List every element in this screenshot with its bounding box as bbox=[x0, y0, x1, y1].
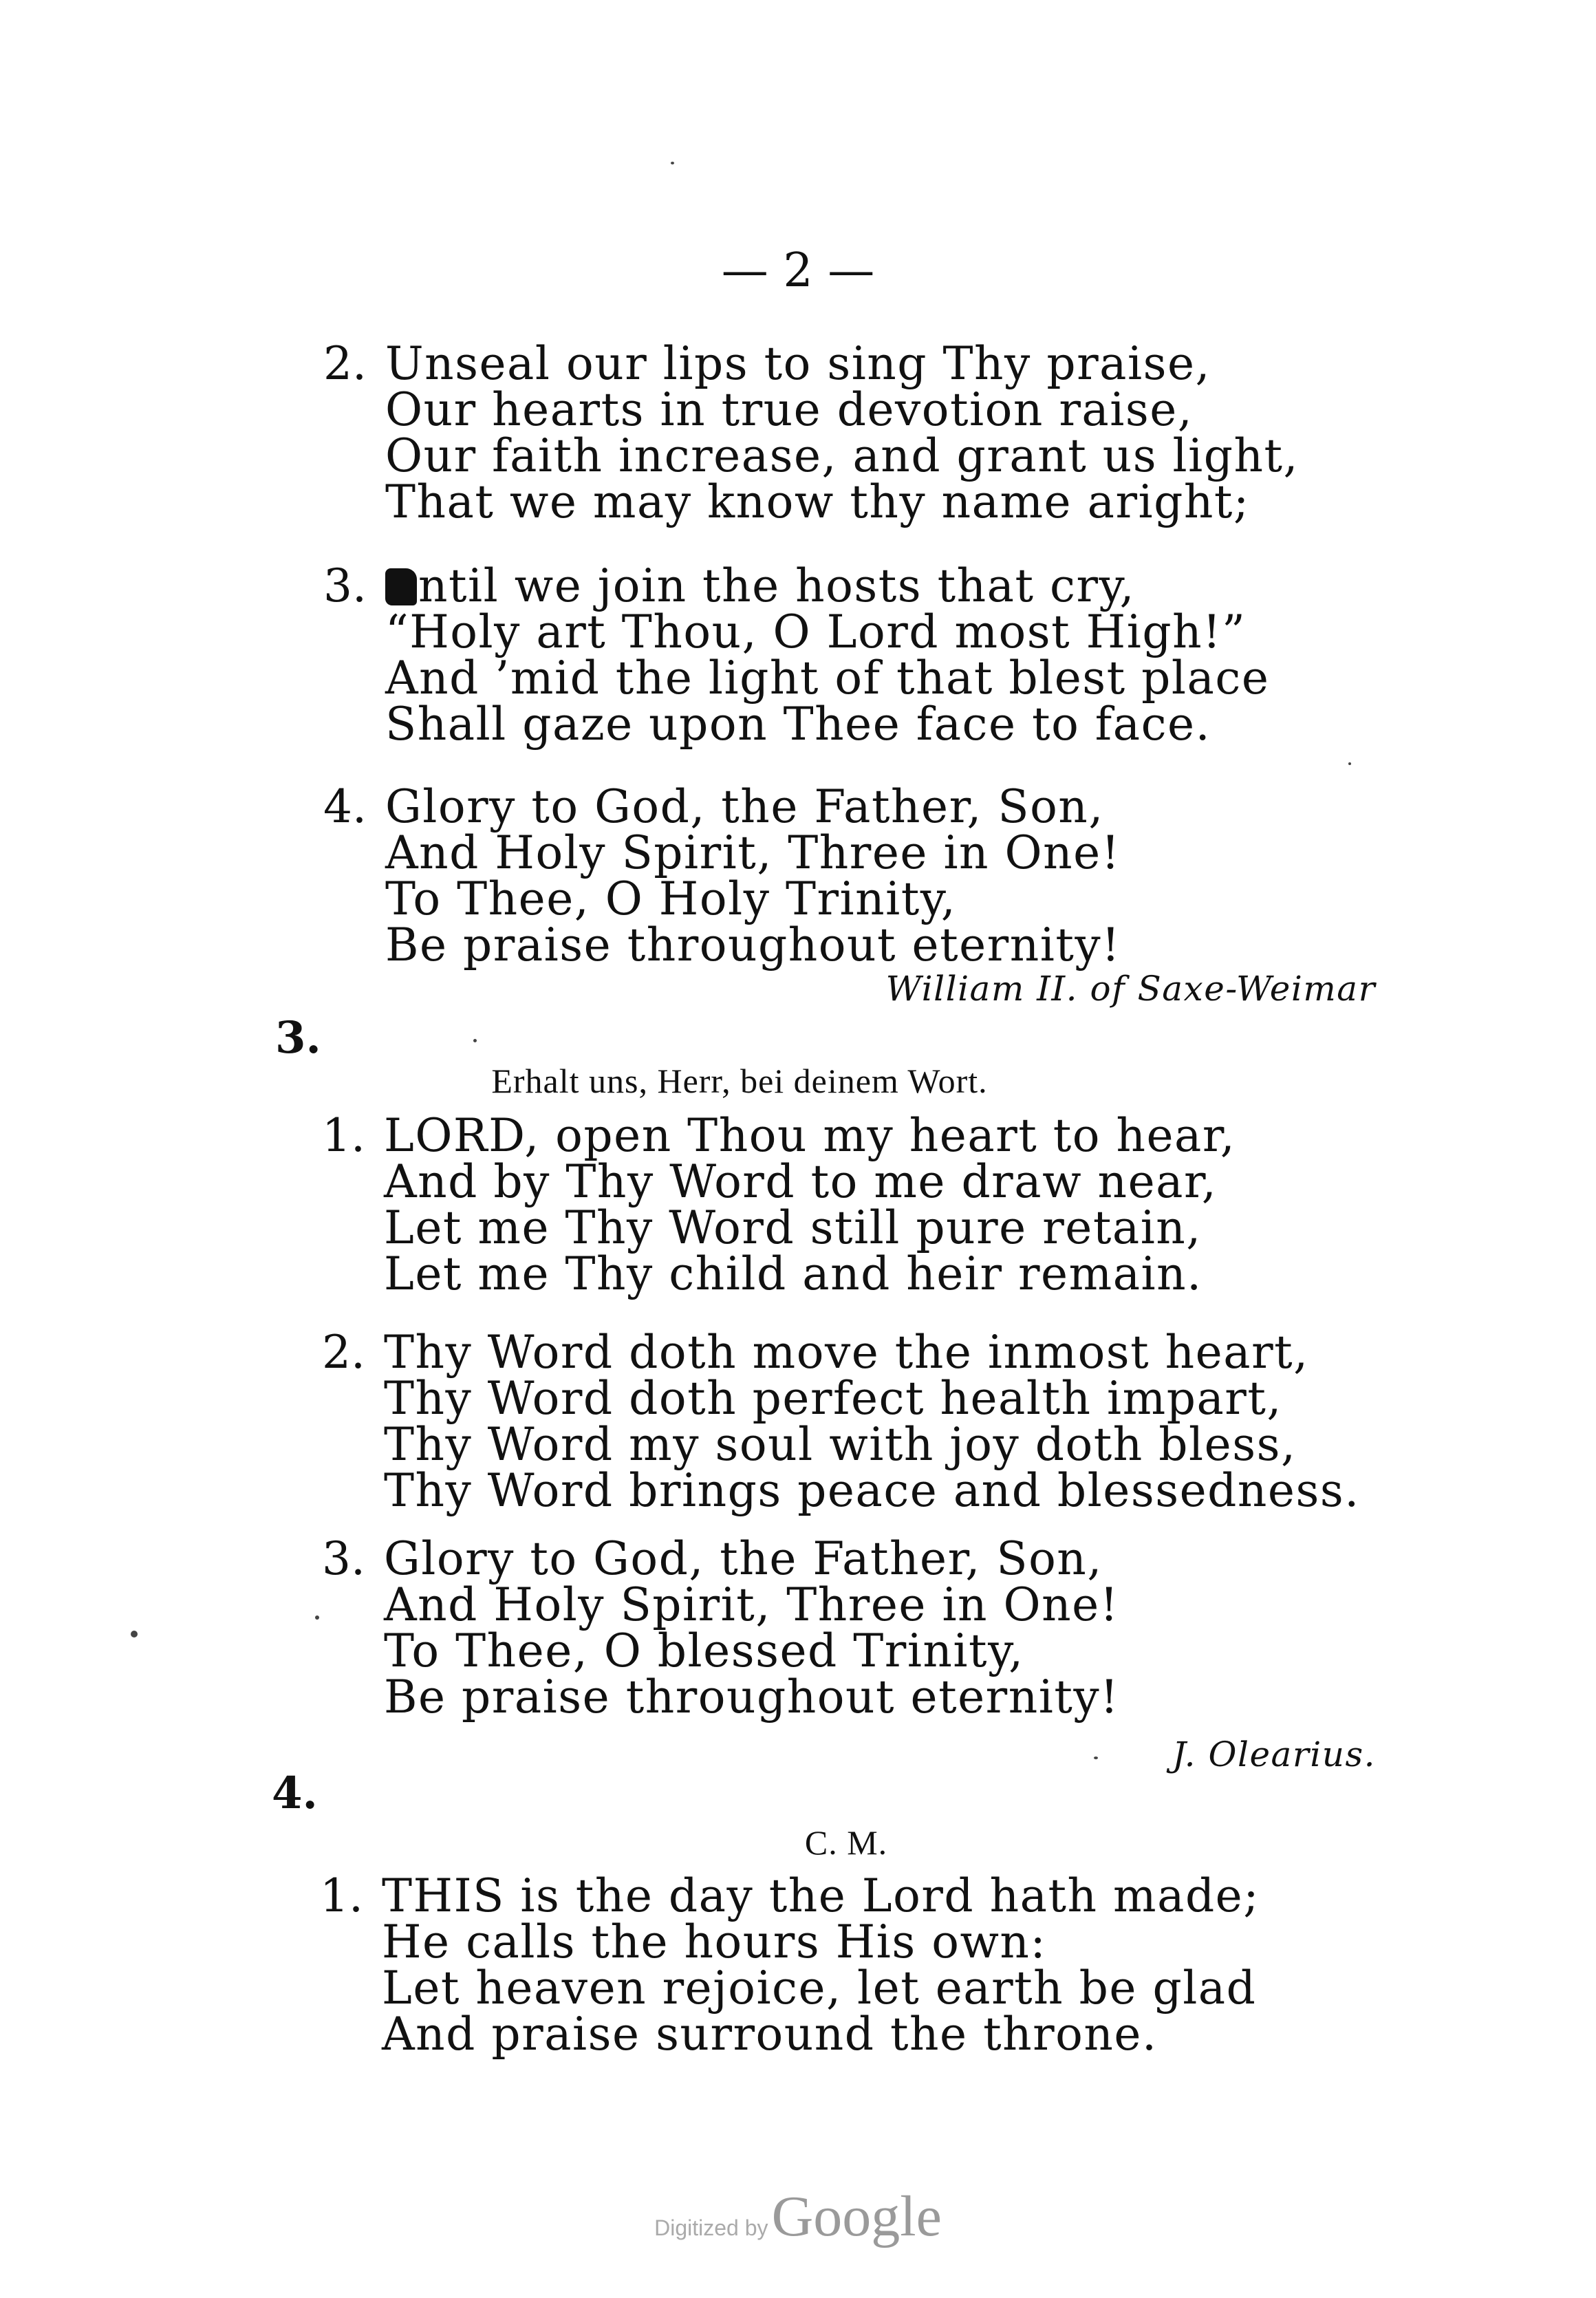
verse-number: 3. bbox=[323, 559, 367, 612]
scan-speck bbox=[1348, 762, 1351, 765]
verse-line: Our faith increase, and grant us light, bbox=[385, 429, 1300, 482]
verse-line: To Thee, O blessed Trinity, bbox=[384, 1624, 1024, 1677]
scan-speck bbox=[315, 1615, 319, 1620]
verse-line: Let heaven rejoice, let earth be glad bbox=[382, 1962, 1257, 2015]
google-logo: Google bbox=[771, 2184, 942, 2248]
verse-line: Thy Word my soul with joy doth bless, bbox=[384, 1418, 1297, 1471]
tune-name: Erhalt uns, Herr, bei deinem Wort. bbox=[491, 1062, 988, 1100]
scan-speck bbox=[131, 1631, 138, 1637]
verse-line: Let me Thy Word still pure retain, bbox=[384, 1201, 1202, 1254]
verse-line: To Thee, O Holy Trinity, bbox=[385, 872, 957, 925]
verse-number: 3. bbox=[322, 1532, 365, 1585]
verse-line: Thy Word brings peace and blessedness. bbox=[384, 1464, 1360, 1517]
verse-number: 4. bbox=[323, 780, 367, 833]
scan-speck bbox=[473, 1039, 477, 1042]
verse-line: Glory to God, the Father, Son, bbox=[385, 780, 1104, 833]
scan-speck bbox=[671, 162, 674, 164]
verse-line: And by Thy Word to me draw near, bbox=[384, 1155, 1218, 1208]
verse-number: 2. bbox=[322, 1326, 365, 1379]
verse-line: Unseal our lips to sing Thy praise, bbox=[385, 337, 1211, 390]
verse-line: “Holy art Thou, O Lord most High!” bbox=[385, 605, 1247, 658]
verse-line: He calls the hours His own: bbox=[382, 1915, 1047, 1968]
hymn-number: 4. bbox=[272, 1768, 318, 1819]
watermark-prefix: Digitized by bbox=[654, 2215, 768, 2240]
verse-number: 1. bbox=[320, 1869, 363, 1922]
verse-line: Glory to God, the Father, Son, bbox=[384, 1532, 1103, 1585]
digitized-watermark bbox=[0, 2184, 1596, 2248]
verse-line: Be praise throughout eternity! bbox=[385, 919, 1121, 971]
author-attribution: J. Olearius. bbox=[1172, 1735, 1376, 1774]
verse-number: 2. bbox=[323, 337, 367, 390]
ink-blot bbox=[385, 568, 417, 605]
verse-line: ntil we join the hosts that cry, bbox=[418, 559, 1135, 612]
verse-line: Shall gaze upon Thee face to face. bbox=[385, 698, 1211, 751]
author-attribution: William II. of Saxe-Weimar bbox=[885, 969, 1376, 1009]
scan-speck bbox=[1094, 1757, 1098, 1759]
verse-line: And Holy Spirit, Three in One! bbox=[384, 1578, 1119, 1631]
tune-name: C. M. bbox=[804, 1823, 888, 1862]
hymn-number: 3. bbox=[275, 1012, 321, 1064]
page-number: — 2 — bbox=[721, 244, 875, 298]
verse-line: Be praise throughout eternity! bbox=[384, 1671, 1120, 1724]
verse-line: LORD, open Thou my heart to hear, bbox=[384, 1109, 1236, 1162]
verse-line: Our hearts in true devotion raise, bbox=[385, 383, 1194, 436]
verse-line: And Holy Spirit, Three in One! bbox=[385, 826, 1121, 879]
verse-line: And praise surround the throne. bbox=[382, 2008, 1158, 2061]
verse-line: Thy Word doth move the inmost heart, bbox=[384, 1326, 1309, 1379]
verse-number: 1. bbox=[322, 1109, 365, 1162]
verse-line: And ’mid the light of that blest place bbox=[385, 652, 1270, 705]
verse-line: THIS is the day the Lord hath made; bbox=[382, 1869, 1260, 1922]
verse-line: Let me Thy child and heir remain. bbox=[384, 1247, 1203, 1300]
verse-line: Thy Word doth perfect health impart, bbox=[384, 1372, 1282, 1425]
verse-line: That we may know thy name aright; bbox=[385, 475, 1250, 528]
